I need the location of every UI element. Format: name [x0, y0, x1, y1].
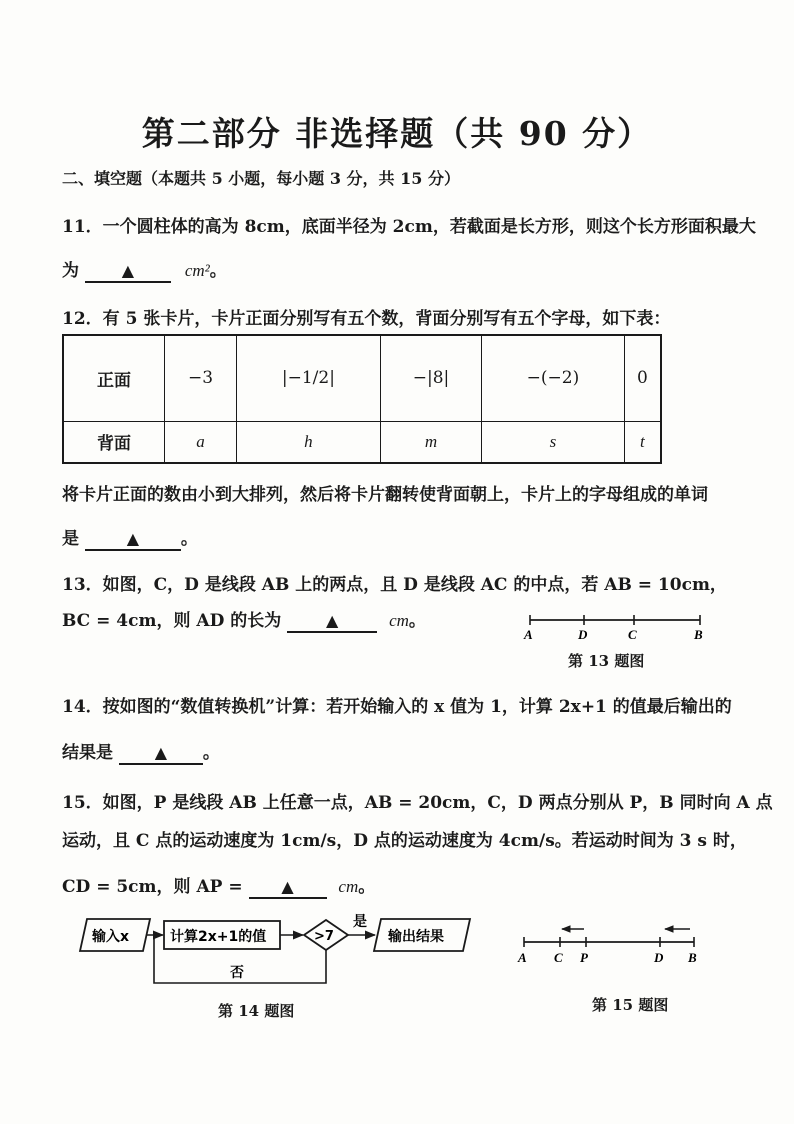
back-cell-3: m: [380, 421, 481, 463]
q15-segment-figure: [512, 918, 712, 970]
q11-answer-blank[interactable]: [85, 262, 171, 283]
front-cell-3: −|8|: [380, 335, 481, 421]
q13-prefix: BC = 4cm，则 AD 的长为: [62, 611, 282, 631]
q13-answer-blank[interactable]: [287, 612, 377, 633]
q14-line2: [62, 738, 220, 765]
flow-output-text: 输出结果: [388, 929, 444, 945]
q14-flowchart: [70, 905, 490, 995]
q15-point-D: D: [654, 950, 664, 965]
q11-line1: 11．一个圆柱体的高为 8cm，底面半径为 2cm，若截面是长方形，则这个长方形面积最大: [62, 217, 756, 237]
q14-end: 。: [202, 743, 220, 763]
q15-prefix: CD = 5cm，则 AP =: [62, 877, 243, 897]
triangle-icon: ▲: [326, 611, 339, 630]
q12-line2: 将卡片正面的数由小到大排列，然后将卡片翻转使背面朝上，卡片上的字母组成的单词: [62, 485, 708, 505]
q15-point-C: C: [554, 950, 563, 965]
flow-yes-text: 是: [353, 914, 367, 930]
back-label: 背面: [63, 421, 165, 463]
q15-answer-blank[interactable]: [249, 878, 327, 899]
section-heading: 二、填空题（本题共 5 小题，每小题 3 分，共 15 分）: [62, 169, 460, 188]
q13-line2: [62, 606, 426, 633]
q13-unit: cm: [389, 611, 409, 630]
flow-condition-text: >7: [314, 929, 334, 944]
q14-line1: 14．按如图的“数值转换机”计算：若开始输入的 x 值为 1，计算 2x+1 的值最后输出的: [62, 697, 732, 717]
front-cell-4: −(−2): [482, 335, 625, 421]
back-cell-4: s: [482, 421, 625, 463]
front-cell-1: −3: [165, 335, 237, 421]
q15-point-A: A: [518, 950, 527, 965]
q15-line2: 运动，且 C 点的运动速度为 1cm/s，D 点的运动速度为 4cm/s。若运动时间为 3 s 时，: [62, 831, 747, 851]
front-cell-5: 0: [624, 335, 661, 421]
q12-end: 。: [180, 529, 198, 549]
q13-point-C: C: [628, 627, 637, 642]
q15-line1: 15．如图，P 是线段 AB 上任意一点，AB = 20cm，C，D 两点分别从 P，B 同时向 A 点: [62, 793, 773, 813]
triangle-icon: ▲: [126, 529, 140, 548]
q14-prefix: 结果是: [62, 743, 113, 763]
triangle-icon: ▲: [154, 743, 168, 762]
flow-input-text: 输入x: [92, 929, 130, 945]
q13-point-B: B: [694, 627, 703, 642]
q12-prefix: 是: [62, 529, 79, 549]
flow-no-text: 否: [230, 965, 244, 981]
q12-line1: 12．有 5 张卡片，卡片正面分别写有五个数，背面分别写有五个字母，如下表：: [62, 309, 671, 329]
q11-unit: cm²: [184, 261, 210, 280]
q11-prefix: 为: [62, 261, 79, 281]
flow-compute-text: 计算2x+1的值: [170, 929, 267, 945]
q13-point-A: A: [524, 627, 533, 642]
q13-caption: 第 13 题图: [568, 652, 645, 670]
q13-point-D: D: [578, 627, 588, 642]
q14-answer-blank[interactable]: [119, 744, 203, 765]
back-cell-5: t: [624, 421, 661, 463]
q15-end: 。: [358, 877, 376, 897]
q14-caption: 第 14 题图: [218, 1002, 295, 1020]
cards-table: [62, 334, 662, 464]
front-label: 正面: [63, 335, 165, 421]
q12-answer-blank[interactable]: [85, 530, 181, 551]
triangle-icon: ▲: [121, 261, 135, 280]
q15-line3: [62, 872, 375, 899]
q12-line3: [62, 524, 198, 551]
q13-line1: 13．如图，C，D 是线段 AB 上的两点，且 D 是线段 AC 的中点，若 AB = 10cm，: [62, 575, 727, 595]
front-cell-2: |−1/2|: [236, 335, 380, 421]
back-cell-2: h: [236, 421, 380, 463]
back-cell-1: a: [165, 421, 237, 463]
q11-end: 。: [209, 261, 227, 281]
q15-caption: 第 15 题图: [592, 996, 669, 1014]
q13-end: 。: [408, 611, 426, 631]
triangle-icon: ▲: [281, 877, 294, 896]
q11-line2: [62, 256, 227, 283]
q15-unit: cm: [338, 877, 359, 896]
q15-point-B: B: [688, 950, 697, 965]
page-title: 第二部分 非选择题（共 90 分）: [141, 114, 653, 153]
q13-segment-figure: [515, 608, 715, 648]
q15-point-P: P: [580, 950, 588, 965]
